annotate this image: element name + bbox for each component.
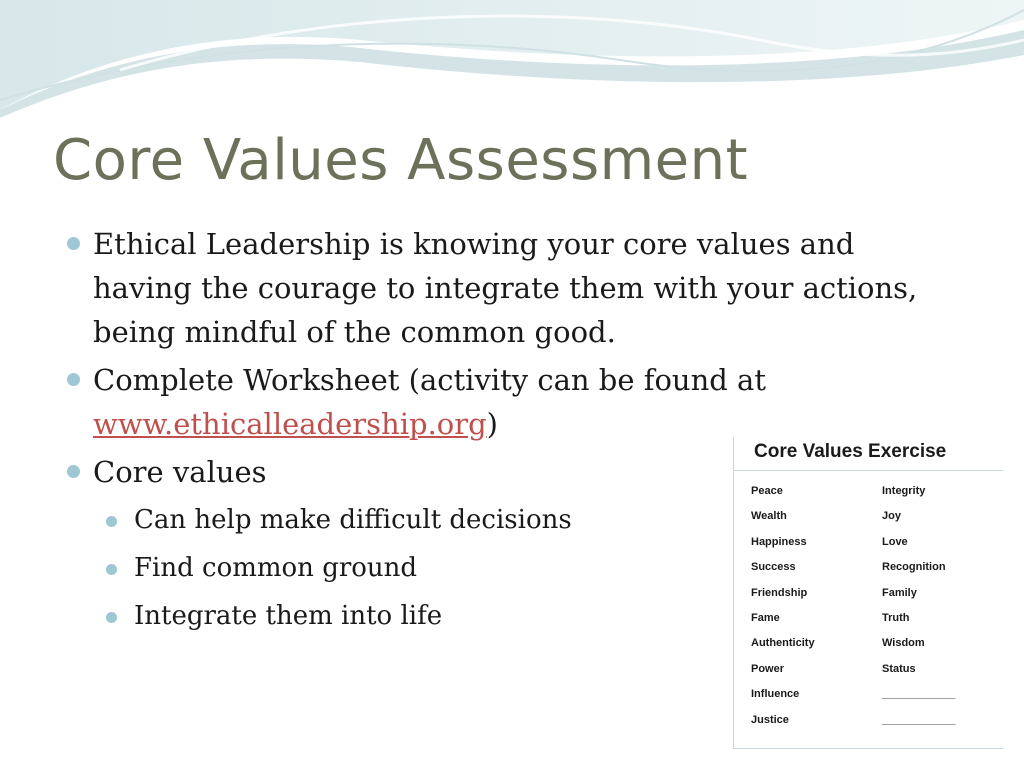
worksheet-value: Fame: [751, 612, 780, 624]
worksheet-value: Integrity: [882, 485, 926, 497]
worksheet-value: Love: [882, 536, 908, 548]
worksheet-value: Joy: [882, 510, 901, 522]
bullet-text-suffix: ): [486, 407, 498, 441]
worksheet-title: Core Values Exercise: [754, 441, 947, 462]
worksheet-value: Wisdom: [882, 637, 925, 649]
worksheet-value: Wealth: [751, 510, 787, 522]
worksheet-value: Truth: [882, 612, 910, 624]
sub-bullet-text: Integrate them into life: [134, 601, 443, 631]
worksheet-value: Status: [882, 663, 916, 675]
worksheet-blank-line: ____________: [882, 714, 956, 726]
worksheet-value: Power: [751, 663, 785, 675]
worksheet-value: Influence: [751, 688, 800, 700]
worksheet-value: Justice: [751, 714, 789, 726]
bullet-text-prefix: Complete Worksheet (activity can be found at: [93, 363, 767, 397]
sub-bullet-text: Find common ground: [134, 553, 418, 583]
worksheet-value: Friendship: [751, 587, 808, 599]
worksheet-value: Happiness: [751, 536, 807, 548]
worksheet-border-left: [733, 437, 734, 749]
worksheet-value: Family: [882, 587, 917, 599]
bullet-item: [67, 222, 927, 354]
website-link[interactable]: www.ethicalleadership.org: [93, 407, 487, 441]
bullet-dot-icon: [67, 373, 80, 386]
worksheet-value: Recognition: [882, 561, 946, 573]
bullet-text: Ethical Leadership is knowing your core values and having the courage to integrate them with your actions, being mindful of the common good.: [93, 227, 918, 349]
worksheet-blank-line: ____________: [882, 688, 956, 700]
slide-title: Core Values Assessment: [53, 128, 749, 193]
header-wave-decoration: [0, 0, 1024, 130]
worksheet-value: Success: [751, 561, 796, 573]
bullet-dot-icon: [106, 516, 117, 527]
bullet-dot-icon: [67, 237, 80, 250]
bullet-item: [67, 358, 927, 446]
worksheet-value: Authenticity: [751, 637, 815, 649]
bullet-text: Core values: [93, 455, 267, 489]
bullet-dot-icon: [67, 465, 80, 478]
sub-bullet-text: Can help make difficult decisions: [134, 505, 572, 535]
bullet-dot-icon: [106, 564, 117, 575]
worksheet-border-bottom: [733, 748, 1003, 749]
worksheet-value: Peace: [751, 485, 783, 497]
worksheet-divider: [733, 470, 1003, 471]
core-values-worksheet-image: [733, 437, 1003, 749]
bullet-dot-icon: [106, 612, 117, 623]
